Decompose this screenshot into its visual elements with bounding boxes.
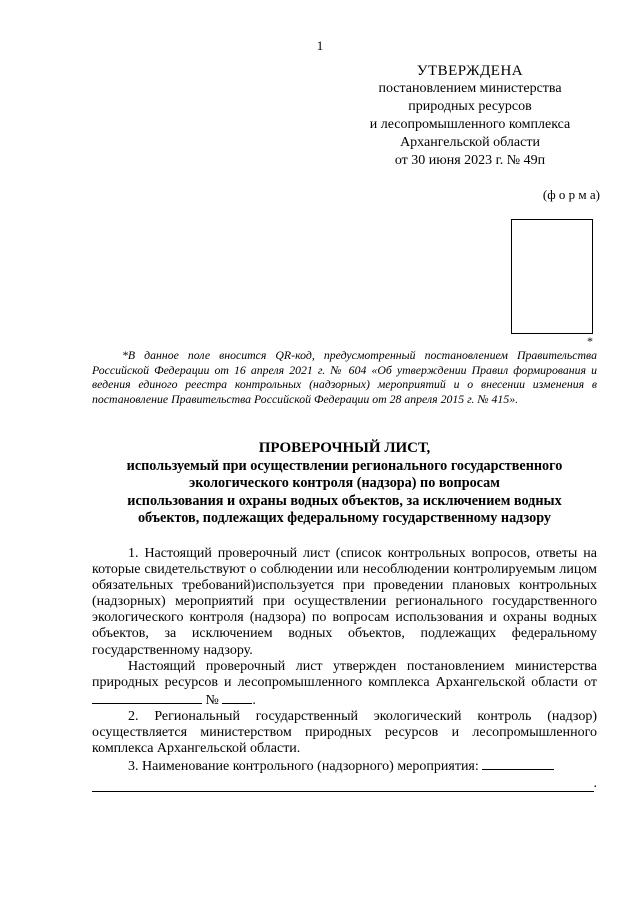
document-subtitle-line: экологического контроля (надзора) по вопросам [189, 475, 500, 491]
inspection-name-line [92, 776, 597, 792]
document-subtitle-line: использования и охраны водных объектов, за исключением водных [127, 492, 562, 509]
paragraph-approval-text: Настоящий проверочный лист утвержден постановлением министерства природных ресурсов и лесопромышленного комплекса Архангельской области от [92, 658, 597, 690]
qr-footnote-marker: * [587, 334, 593, 348]
paragraph-2: 2. Региональный государственный экологический контроль (надзор) осуществляется министерством природных ресурсов и лесопромышленного комплекса Архангельской области. [92, 708, 597, 757]
approval-number-field[interactable] [222, 691, 252, 704]
approval-line: Архангельской области [400, 135, 540, 150]
paragraph-1: 1. Настоящий проверочный лист (список контрольных вопросов, ответы на которые свидетельствуют о соблюдении или несоблюдении контролируемым лицом обязательных требований)используется при проведении плановых контрольных (надзорных) мероприятий при осуществлении регионального государственного экологического контроля (надзора) по вопросам использования и охраны водных объектов, за исключением водных объектов, подлежащих федеральному государственному надзору. [92, 546, 597, 658]
document-subtitle-line: используемый при осуществлении регионального государственного [126, 457, 563, 474]
approval-period: . [252, 692, 256, 708]
approval-title: УТВЕРЖДЕНА [416, 63, 524, 79]
approval-number-sign: № [205, 692, 219, 708]
form-label: (ф о р м а) [542, 187, 600, 202]
inspection-name-field[interactable] [482, 757, 554, 770]
document-title: ПРОВЕРОЧНЫЙ ЛИСТ, [258, 440, 431, 456]
document-subtitle-line: объектов, подлежащих федеральному государственному надзору [137, 510, 552, 526]
approval-date-field[interactable] [92, 691, 202, 704]
page-number: 1 [316, 38, 324, 53]
paragraph-3 [92, 757, 597, 775]
approval-line: от 30 июня 2023 г. № 49п [394, 153, 546, 168]
qr-footnote-text: *В данное поле вносится QR-код, предусмотренный постановлением Правительства Российской Федерации от 16 апреля 2021 г. № 604 «Об утверждении Правил формирования и ведения единого реестра контрольных (надзорных) мероприятий и о внесении изменения в постановление Правительства Российской Федерации от 28 апреля 2015 г. № 415». [92, 348, 597, 406]
qr-footnote [92, 348, 597, 406]
paragraph-approval [92, 659, 597, 709]
qr-code-placeholder [511, 219, 593, 334]
document-heading [92, 440, 597, 528]
approval-line: постановлением министерства [378, 81, 562, 96]
approval-line: природных ресурсов [408, 99, 532, 114]
inspection-name-continuation-field[interactable] [92, 778, 594, 792]
inspection-name-period: . [593, 776, 597, 792]
approval-line: и лесопромышленного комплекса [369, 117, 571, 132]
paragraph-3-text: 3. Наименование контрольного (надзорного) мероприятия: [128, 759, 479, 775]
approval-stamp [330, 62, 610, 170]
document-body [92, 546, 597, 792]
